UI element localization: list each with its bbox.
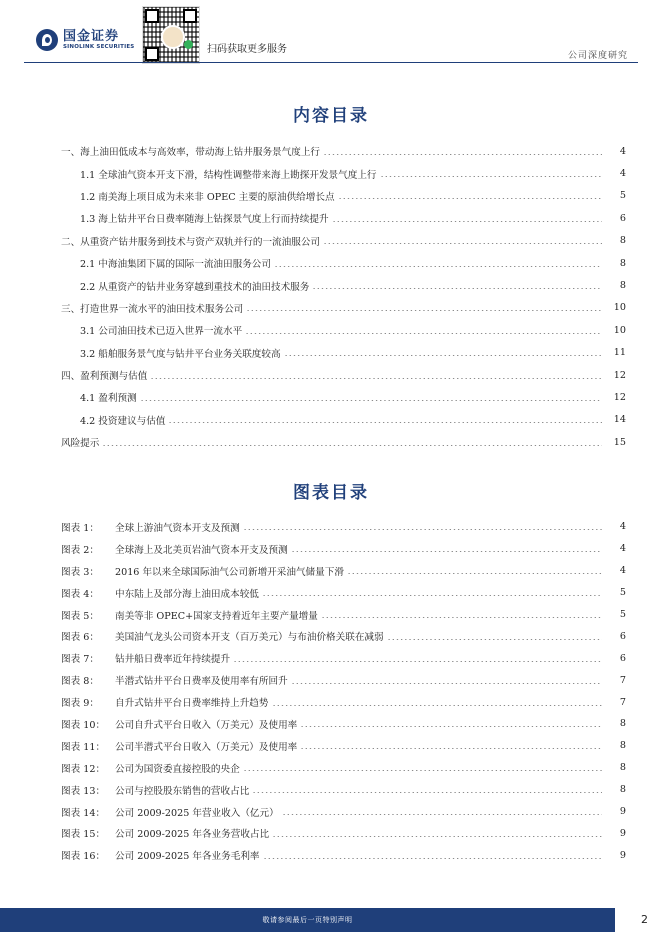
figure-entry[interactable] (0, 713, 662, 735)
figure-number: 图表 8： (61, 676, 99, 688)
company-logo (36, 28, 134, 52)
figure-entry[interactable] (0, 516, 662, 538)
figure-entry-label: 中东陆上及部分海上油田成本较低 (115, 588, 259, 600)
figure-entry-page: 6 (619, 652, 626, 664)
toc-entry-label: 4.2 投资建议与估值 (80, 415, 166, 427)
figure-number: 图表 4： (61, 588, 99, 600)
dot-leader (263, 858, 602, 859)
dot-leader (168, 422, 602, 423)
toc-entry-page: 8 (619, 280, 626, 292)
dot-leader (243, 770, 602, 771)
page-footer (0, 904, 662, 936)
figure-entry-page: 5 (619, 609, 626, 620)
qr-code-icon[interactable] (142, 6, 200, 64)
figure-number: 图表 13： (61, 785, 106, 797)
toc-entry-label: 二、从重资产钻井服务到技术与资产双轨并行的一流油服公司 (61, 236, 321, 248)
page-number: 2 (641, 913, 648, 926)
figure-entry-page: 4 (619, 565, 626, 577)
toc-entry-page: 12 (613, 391, 626, 403)
figure-entry[interactable] (0, 669, 662, 691)
dot-leader (300, 748, 602, 749)
dot-leader (246, 310, 602, 311)
toc-entry[interactable] (0, 274, 662, 296)
figure-number: 图表 12： (61, 763, 106, 775)
toc-entry[interactable] (0, 431, 662, 453)
toc-entry-page: 8 (619, 235, 626, 247)
toc-entry-page: 5 (619, 190, 626, 202)
dot-leader (323, 243, 602, 244)
toc-entry[interactable] (0, 230, 662, 252)
figure-entry-page: 8 (619, 718, 626, 730)
figure-entry-label: 钻井船日费率近年持续提升 (115, 654, 231, 666)
figure-number: 图表 5： (61, 610, 99, 622)
figure-entry-label: 全球海上及北美页岩油气资本开支及预测 (115, 544, 288, 556)
figure-entry-label: 公司自升式平台日收入（万美元）及使用率 (115, 719, 298, 731)
scan-prompt: 扫码获取更多服务 (207, 44, 287, 55)
figure-entry[interactable] (0, 844, 662, 866)
figure-number: 图表 9： (61, 698, 99, 710)
dot-leader (272, 705, 603, 706)
figure-number: 图表 2： (61, 544, 99, 556)
figure-number: 图表 14： (61, 807, 106, 819)
figure-number: 图表 7： (61, 654, 99, 666)
figure-entry-page: 4 (619, 521, 626, 533)
dot-leader (150, 378, 602, 379)
figure-entry[interactable] (0, 560, 662, 582)
toc-list (0, 140, 662, 453)
figure-entry[interactable] (0, 691, 662, 713)
page-header (0, 0, 662, 70)
toc-entry-label: 1.1 全球油气资本开支下滑，结构性调整带来海上勘探开发景气度上行 (80, 169, 377, 181)
dot-leader (262, 595, 602, 596)
toc-entry-label: 风险提示 (61, 438, 100, 450)
toc-entry-label: 一、海上油田低成本与高效率，带动海上钻井服务景气度上行 (61, 147, 321, 159)
footer-disclaimer[interactable]: 敬请参阅最后一页特别声明 (262, 916, 353, 924)
toc-entry[interactable] (0, 162, 662, 184)
toc-entry-page: 14 (613, 414, 626, 426)
figure-entry-page: 9 (619, 806, 626, 818)
figure-entry-page: 7 (619, 696, 626, 708)
toc-entry[interactable] (0, 364, 662, 386)
figure-entry-page: 8 (619, 740, 626, 752)
dot-leader (284, 355, 602, 356)
logo-chinese-name: 国金证券 (63, 28, 120, 44)
figure-entry[interactable] (0, 647, 662, 669)
toc-entry[interactable] (0, 297, 662, 319)
figure-entry-label: 公司半潜式平台日收入（万美元）及使用率 (115, 741, 298, 753)
figure-entry-label: 公司 2009-2025 年各业务营收占比 (115, 829, 270, 841)
dot-leader (245, 333, 602, 334)
logo-english-name: SINOLINK SECURITIES (63, 43, 135, 50)
toc-entry-label: 4.1 盈利预测 (80, 393, 137, 405)
figure-number: 图表 3： (61, 566, 99, 578)
figure-entry-page: 7 (619, 674, 626, 686)
toc-entry-label: 2.2 从重资产的钻井业务穿越到重技术的油田技术服务 (80, 281, 310, 293)
toc-entry-page: 11 (613, 347, 626, 359)
dot-leader (291, 683, 602, 684)
dot-leader (300, 726, 602, 727)
dot-leader (291, 551, 602, 552)
figure-entry-label: 公司为国资委直接控股的央企 (115, 763, 240, 775)
toc-entry-label: 三、打造世界一流水平的油田技术服务公司 (61, 303, 244, 315)
figure-entry[interactable] (0, 604, 662, 626)
dot-leader (338, 198, 602, 199)
toc-entry-label: 3.1 公司油田技术已迈入世界一流水平 (80, 326, 243, 338)
dot-leader (274, 266, 602, 267)
figure-entry-page: 8 (619, 784, 626, 796)
toc-entry-page: 12 (613, 369, 626, 381)
figure-entry[interactable] (0, 801, 662, 823)
dot-leader (332, 221, 602, 222)
figure-number: 图表 16： (61, 851, 106, 863)
toc-entry-page: 4 (619, 168, 626, 180)
toc-entry-page: 15 (613, 436, 626, 448)
figure-number: 图表 1： (61, 522, 99, 534)
dot-leader (347, 573, 602, 574)
figure-entry-page: 6 (619, 630, 626, 642)
toc-entry-page: 8 (619, 257, 626, 269)
figure-entry-label: 2016 年以来全球国际油气公司新增开采油气储量下滑 (115, 566, 344, 578)
figure-number: 图表 11： (61, 741, 106, 753)
dot-leader (233, 661, 602, 662)
toc-entry-page: 6 (619, 212, 626, 224)
toc-entry-label: 四、盈利预测与估值 (61, 371, 148, 383)
dot-leader (140, 400, 602, 401)
figure-entry[interactable] (0, 625, 662, 647)
figure-entry-page: 9 (619, 827, 626, 839)
dot-leader (252, 792, 602, 793)
toc-entry[interactable] (0, 207, 662, 229)
header-divider (24, 62, 638, 63)
figure-entry-label: 公司与控股股东销售的营收占比 (115, 785, 250, 797)
toc-entry[interactable] (0, 140, 662, 162)
wechat-badge-icon (184, 40, 193, 49)
figure-number: 图表 15： (61, 829, 106, 841)
figure-list-title: 图表目录 (293, 483, 369, 503)
toc-entry-page: 10 (613, 324, 626, 336)
dot-leader (323, 154, 602, 155)
figure-entry-label: 公司 2009-2025 年营业收入（亿元） (115, 807, 279, 819)
figure-entry-label: 全球上游油气资本开支及预测 (115, 522, 240, 534)
figure-entry-page: 9 (619, 849, 626, 861)
toc-title: 内容目录 (293, 106, 369, 126)
figure-entry[interactable] (0, 582, 662, 604)
figure-number: 图表 10： (61, 719, 106, 731)
dot-leader (380, 176, 602, 177)
figure-entry[interactable] (0, 822, 662, 844)
figure-entry-label: 美国油气龙头公司资本开支（百万美元）与布油价格关联在减弱 (115, 632, 384, 644)
figure-entry-label: 半潜式钻井平台日费率及使用率有所回升 (115, 676, 288, 688)
qr-center-logo (161, 25, 185, 49)
dot-leader (282, 814, 602, 815)
toc-entry-page: 4 (619, 145, 626, 157)
toc-entry-label: 2.1 中海油集团下属的国际一流油田服务公司 (80, 259, 271, 271)
figure-entry-page: 5 (619, 587, 626, 599)
toc-entry[interactable] (0, 185, 662, 207)
toc-entry[interactable] (0, 319, 662, 341)
dot-leader (387, 639, 602, 640)
report-type: 公司深度研究 (567, 51, 628, 61)
figure-entry-label: 南美等非 OPEC+国家支持着近年主要产量增量 (115, 610, 318, 622)
dot-leader (243, 529, 602, 530)
dot-leader (321, 617, 602, 618)
figure-number: 图表 6： (61, 632, 99, 644)
logo-icon (36, 29, 58, 51)
figure-entry-page: 4 (619, 543, 626, 555)
figure-list (0, 516, 662, 866)
figure-entry[interactable] (0, 538, 662, 560)
dot-leader (312, 288, 602, 289)
figure-entry[interactable] (0, 779, 662, 801)
toc-entry-label: 1.2 南美海上项目成为未来非 OPEC 主要的原油供给增长点 (80, 191, 335, 203)
figure-entry-page: 8 (619, 762, 626, 774)
dot-leader (272, 836, 602, 837)
toc-entry[interactable] (0, 386, 662, 408)
figure-entry[interactable] (0, 735, 662, 757)
dot-leader (102, 445, 602, 446)
toc-entry-label: 1.3 海上钻井平台日费率随海上钻探景气度上行而持续提升 (80, 214, 329, 226)
toc-entry[interactable] (0, 409, 662, 431)
toc-entry[interactable] (0, 342, 662, 364)
toc-entry[interactable] (0, 252, 662, 274)
figure-entry-label: 自升式钻井平台日费率维持上升趋势 (115, 698, 269, 710)
toc-entry-label: 3.2 船舶服务景气度与钻井平台业务关联度较高 (80, 348, 281, 360)
figure-entry[interactable] (0, 757, 662, 779)
figure-entry-label: 公司 2009-2025 年各业务毛利率 (115, 851, 260, 863)
toc-entry-page: 10 (613, 302, 626, 314)
